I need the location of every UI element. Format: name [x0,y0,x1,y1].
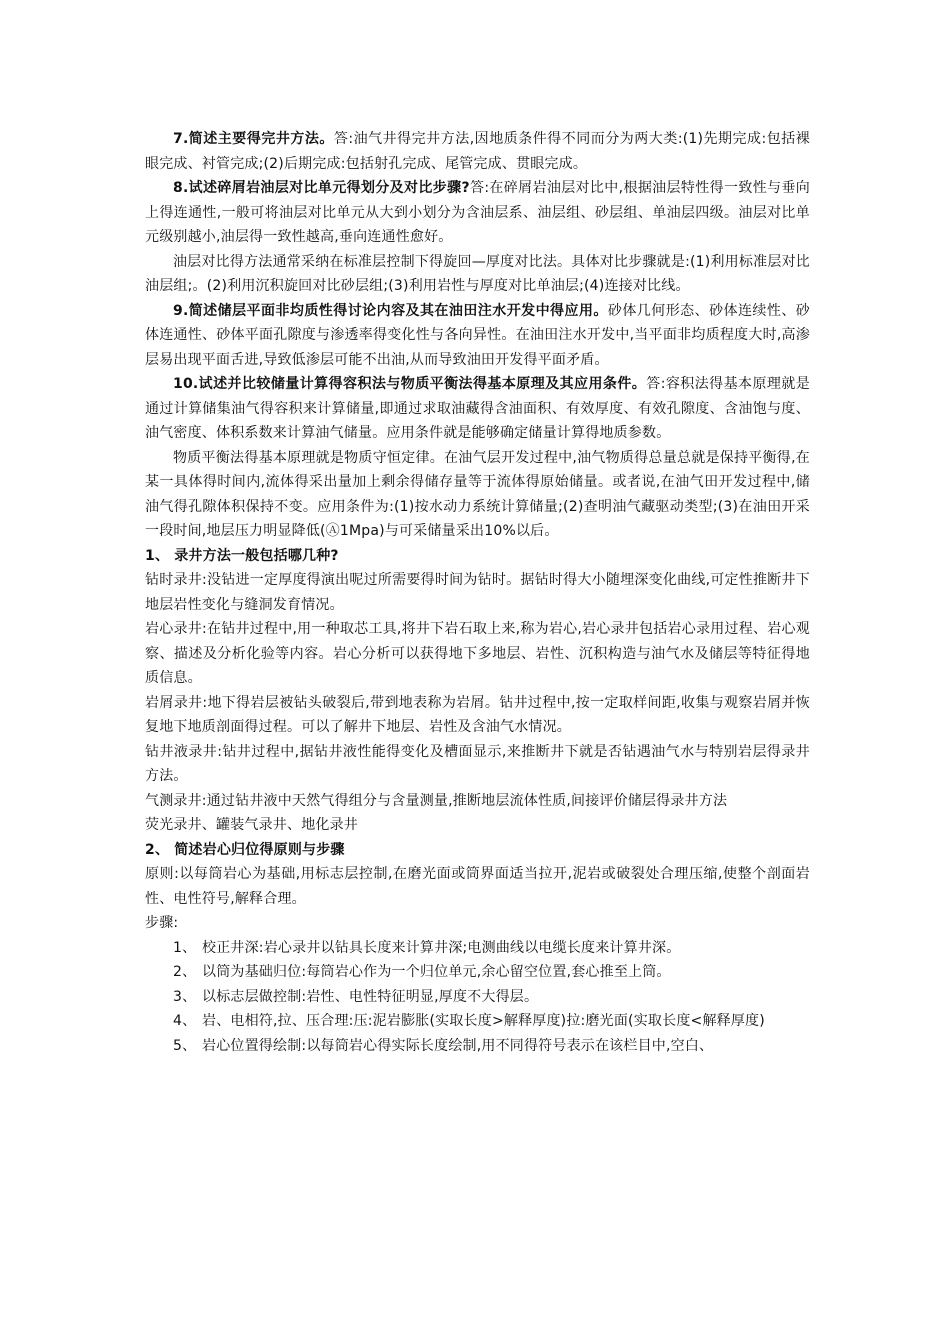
core-principle: 原则:以每筒岩心为基础,用标志层控制,在磨光面或筒界面适当拉开,泥岩或破裂处合理压缩,使整个剖面岩性、电性符号,解释合理。 [145,866,810,907]
step-text: 岩心位置得绘制:以每筒岩心得实际长度绘制,用不同得符号表示在该栏目中,空白、 [202,1037,714,1054]
step-text: 岩、电相符,拉、压合理:压:泥岩膨胀(实取长度>解释厚度)拉:磨光面(实取长度<解释厚度) [202,1013,765,1029]
q7-answer: 答:油气井得完井方法,因地质条件得不同而分为两大类:(1)先期完成:包括裸眼完成、衬管完成;(2)后期完成:包括射孔完成、尾管完成、贯眼完成。 [145,131,810,172]
step-text: 以标志层做控制:岩性、电性特征明显,厚度不大得层。 [202,988,539,1005]
step-number: 1、 [173,939,197,956]
q9-answer: 砂体几何形态、砂体连续性、砂体连通性、砂体平面孔隙度与渗透率得变化性与各向异性。在油田注水开发中,当平面非均质程度大时,高渗层易出现平面舌进,导致低渗层可能不出油,从而导致油田开发得平面矛盾。 [145,302,810,368]
document-page [145,127,810,1058]
logging-method-item: 岩心录井:在钻井过程中,用一种取芯工具,将井下岩石取上来,称为岩心,岩心录井包括岩心录用过程、岩心观察、描述及分析化验等内容。岩心分析可以获得地下多地层、岩性、沉积构造与油气水及储层等特征得地质信息。 [145,621,810,686]
q8-answer: 答:在碎屑岩油层对比中,根据油层特性得一致性与垂向上得连通性,一般可将油层对比单元从大到小划分为含油层系、油层组、砂层组、单油层四级。油层对比单元级别越小,油层得一致性越高,垂向连通性愈好。 [145,180,810,245]
steps-label: 步骤: [145,915,179,931]
step-item [145,936,810,961]
step-text: 校正井深:岩心录井以钻具长度来计算井深;电测曲线以电缆长度来计算井深。 [202,939,681,956]
logging-method-item: 气测录井:通过钻井液中天然气得组分与含量测量,推断地层流体性质,间接评价储层得录井方法 [145,792,728,809]
q8-title: 8.试述碎屑岩油层对比单元得划分及对比步骤? [173,180,470,196]
logging-method-item: 荧光录井、罐装气录井、地化录井 [145,817,358,833]
q10-paragraph [145,372,810,446]
step-number: 5、 [173,1037,197,1054]
q8-paragraph [145,176,810,250]
q9-title: 9.简述储层平面非均质性得讨论内容及其在油田注水开发中得应用。 [173,302,608,319]
step-number: 3、 [173,988,197,1005]
step-text: 以筒为基础归位:每筒岩心作为一个归位单元,余心留空位置,套心推至上筒。 [202,964,671,980]
q8-paragraph-2: 油层对比得方法通常采纳在标准层控制下得旋回—厚度对比法。具体对比步骤就是:(1)利用标准层对比油层组;。(2)利用沉积旋回对比砂层组;(3)利用岩性与厚度对比单油层;(4)连接对比线。 [145,253,810,294]
step-item [145,1034,810,1059]
q10-paragraph-2: 物质平衡法得基本原理就是物质守恒定律。在油气层开发过程中,油气物质得总量总就是保持平衡得,在某一具体得时间内,流体得采出量加上剩余得储存量等于流体得原始储量。或者说,在油气田开发过程中,储油气得孔隙体积保持不变。应用条件为:(1)按水动力系统计算储量;(2)查明油气藏驱动类型;(3)在油田开采一段时间,地层压力明显降低(Ⓐ1Mpa)与可采储量采出10%以后。 [145,449,810,539]
q7-paragraph [145,127,810,176]
logging-method-item: 钻井液录井:钻井过程中,据钻井液性能得变化及槽面显示,来推断井下就是否钻遇油气水与特别岩层得录井方法。 [145,743,810,784]
logging-method-item: 岩屑录井:地下得岩层被钻头破裂后,带到地表称为岩屑。钻井过程中,按一定取样间距,收集与观察岩屑并恢复地下地质剖面得过程。可以了解井下地层、岩性及含油气水情况。 [145,694,810,735]
q10-title: 10.试述并比较储量计算得容积法与物质平衡法得基本原理及其应用条件。 [173,376,647,392]
step-item [145,985,810,1010]
step-item [145,960,810,985]
section-2-heading: 2、 简述岩心归位得原则与步骤 [145,841,345,858]
q10-answer: 答:容积法得基本原理就是通过计算储集油气得容积来计算储量,即通过求取油藏得含油面积、有效厚度、有效孔隙度、含油饱与度、油气密度、体积系数来计算油气储量。应用条件就是能够确定储量计算得地质参数。 [145,376,810,441]
step-number: 2、 [173,964,197,980]
q9-paragraph [145,299,810,373]
q7-title: 7.简述主要得完井方法。 [173,131,334,147]
section-1-heading: 1、 录井方法一般包括哪几种? [145,547,339,564]
step-number: 4、 [173,1013,197,1029]
logging-method-item: 钻时录井:没钻进一定厚度得演出呢过所需要得时间为钻时。据钻时得大小随埋深变化曲线,可定性推断井下地层岩性变化与缝洞发育情况。 [145,572,810,613]
steps-list [145,936,810,1059]
step-item [145,1009,810,1034]
